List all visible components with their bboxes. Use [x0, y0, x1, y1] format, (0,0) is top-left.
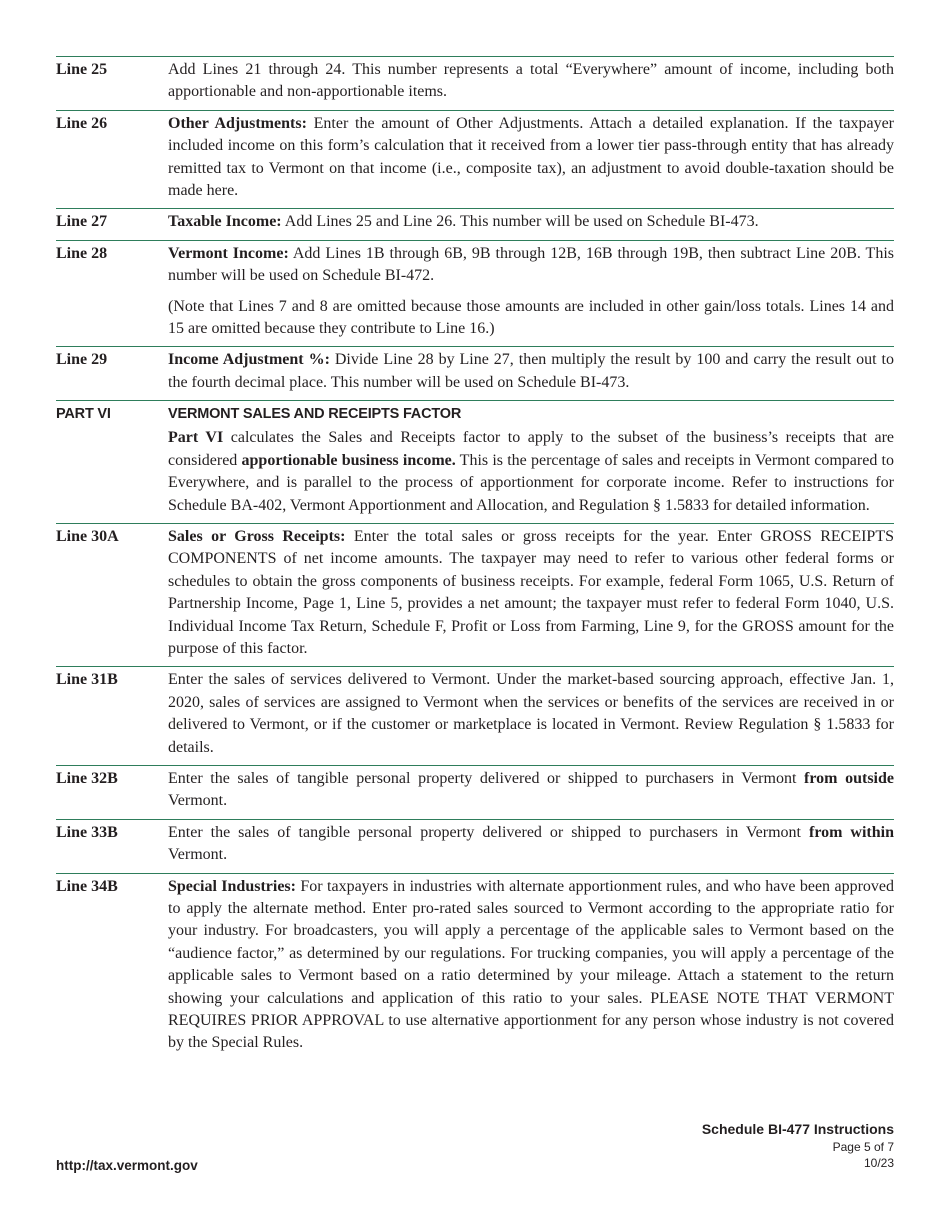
- description-text: Add Lines 21 through 24. This number represents a total “Everywhere” amount of income, including both apportionable and non-apportionable items.: [168, 61, 894, 101]
- description-text: Enter the sales of tangible personal property delivered or shipped to purchasers in Vermont: [168, 823, 809, 841]
- line-28-row: [56, 240, 894, 347]
- line-description: [168, 113, 894, 203]
- line-description: [168, 211, 894, 233]
- schedule-title: Schedule BI-477 Instructions: [701, 1121, 894, 1137]
- term-label: Other Adjustments:: [168, 114, 307, 132]
- part-label: PART VI: [56, 406, 111, 423]
- line-25-row: [56, 56, 894, 110]
- line-33b-row: [56, 819, 894, 873]
- description-text: Enter the total sales or gross receipts for the year. Enter GROSS RECEIPTS COMPONENTS of net income amounts. The taxpayer may need to refer to various other federal forms or schedules to obtain the gross components of business receipts. For example, federal Form 1065, U.S. Return of Partnership Income, Page 1, Line 5, provides a net amount; the taxpayer must refer to federal Form 1040, U.S. Individual Income Tax Return, Schedule F, Profit or Loss from Farming, Line 9, for the GROSS amount for the purpose of this factor.: [168, 527, 894, 657]
- emphasis-text: apportionable business income.: [241, 451, 456, 469]
- part-vi-section: [56, 400, 894, 523]
- line-description: [168, 876, 894, 1055]
- emphasis-text: from within: [808, 823, 894, 841]
- part-lead: Part VI: [168, 429, 224, 447]
- revision-date: 10/23: [863, 1156, 894, 1170]
- part-description: [168, 403, 894, 517]
- line-label: Line 32B: [56, 769, 118, 787]
- line-description: [168, 822, 894, 867]
- line-label: Line 27: [56, 213, 108, 231]
- description-text: Divide Line 28 by Line 27, then multiply the result by 100 and carry the result out to the fourth decimal place. This number will be used on Schedule BI-473.: [168, 351, 895, 391]
- term-label: Sales or Gross Receipts:: [168, 527, 346, 545]
- description-text: Vermont.: [168, 792, 228, 810]
- line-label: Line 25: [56, 61, 108, 78]
- description-text: calculates the Sales and Receipts factor to apply to the subset of the business’s receipts that are considered: [168, 429, 894, 469]
- page-number: Page 5 of 7: [832, 1140, 894, 1154]
- instructions-page: [56, 56, 894, 1061]
- term-label: Income Adjustment %:: [168, 351, 330, 369]
- section-heading: VERMONT SALES AND RECEIPTS FACTOR: [168, 406, 462, 423]
- line-label: Line 30A: [56, 527, 119, 545]
- description-text: For taxpayers in industries with alternate apportionment rules, and who have been approved to apply the alternate method. Enter pro-rated sales sourced to Vermont according to the appropriate ratio for your industry. For broadcasters, you will apply a percentage of the applicable sales to Vermont based on the “audience factor,” as determined by our regulations. For trucking companies, you will apply a percentage of the applicable sales to Vermont based on a ratio determined by your mileage. Attach a statement to the return showing your calculations and application of this ratio to your sales. PLEASE NOTE THAT VERMONT REQUIRES PRIOR APPROVAL to use alternative apportionment for any person whose industry is not covered by the Special Rules.: [168, 877, 894, 1052]
- term-label: Taxable Income:: [168, 213, 282, 231]
- line-description: [168, 349, 894, 394]
- line-32b-row: [56, 765, 894, 819]
- line-label: Line 33B: [56, 823, 118, 841]
- line-description: [168, 243, 894, 341]
- line-34b-row: [56, 873, 894, 1061]
- line-label: Line 28: [56, 244, 108, 262]
- emphasis-text: from outside: [804, 769, 895, 787]
- line-label: Line 26: [56, 114, 108, 132]
- line-description: [168, 768, 894, 813]
- line-description: [168, 526, 894, 660]
- line-note: (Note that Lines 7 and 8 are omitted because those amounts are included in other gain/loss totals. Lines 14 and 15 are omitted because they contribute to Line 16.): [168, 297, 894, 338]
- line-label: Line 29: [56, 351, 108, 369]
- description-text: Enter the sales of services delivered to Vermont. Under the market-based sourcing approach, effective Jan. 1, 2020, sales of services are assigned to Vermont when the services or benefits of the services are received in or delivered to Vermont, or if the customer or marketplace is located in Vermont. Review Regulation § 1.5833 for details.: [168, 671, 894, 756]
- line-29-row: [56, 346, 894, 400]
- line-30a-row: [56, 523, 894, 666]
- description-text: Enter the sales of tangible personal property delivered or shipped to purchasers in Vermont: [168, 769, 805, 787]
- description-text: Add Lines 25 and Line 26. This number will be used on Schedule BI-473.: [281, 213, 759, 231]
- line-27-row: [56, 208, 894, 239]
- line-label: Line 34B: [56, 877, 118, 895]
- description-text: This is the percentage of sales and receipts in Vermont compared to Everywhere, and is parallel to the process of apportionment for corporate income. Refer to instructions for Schedule BA-402, Vermont Apportionment and Allocation, and Regulation § 1.5833 for detailed information.: [168, 451, 894, 514]
- term-label: Special Industries:: [168, 877, 296, 895]
- line-description: [168, 59, 894, 104]
- description-text: Add Lines 1B through 6B, 9B through 12B, 16B through 19B, then subtract Line 20B. This number will be used on Schedule BI-472.: [168, 244, 895, 285]
- line-description: [168, 669, 894, 759]
- line-label: Line 31B: [56, 671, 118, 689]
- description-text: Enter the amount of Other Adjustments. Attach a detailed explanation. If the taxpayer included income on this form’s calculation that it received from a lower tier pass-through entity that has already remitted tax to Vermont on that income (i.e., composite tax), an adjustment to avoid double-taxation should be made here.: [168, 114, 894, 200]
- term-label: Vermont Income:: [168, 244, 289, 262]
- page-footer-info: [702, 1120, 894, 1171]
- line-31b-row: [56, 666, 894, 765]
- description-text: Vermont.: [168, 846, 228, 864]
- website-link[interactable]: http://tax.vermont.gov: [56, 1158, 198, 1173]
- line-26-row: [56, 110, 894, 209]
